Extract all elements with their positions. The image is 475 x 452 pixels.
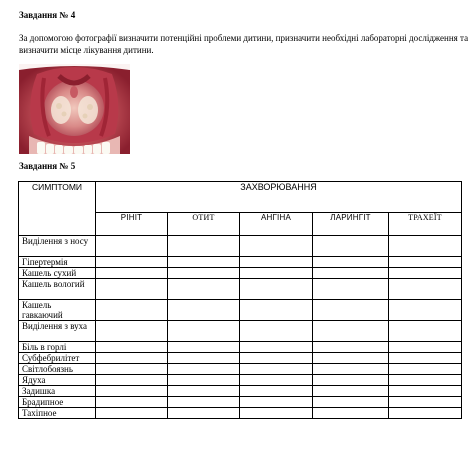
table-cell[interactable] bbox=[96, 268, 168, 279]
table-cell[interactable] bbox=[240, 257, 313, 268]
table-cell[interactable] bbox=[240, 321, 313, 342]
column-header-tracheitis: ТРАХЕЇТ bbox=[389, 213, 462, 236]
table-cell[interactable] bbox=[389, 268, 462, 279]
task4-title: Завдання № 4 bbox=[19, 10, 76, 20]
table-cell[interactable] bbox=[240, 408, 313, 419]
table-cell[interactable] bbox=[389, 397, 462, 408]
table-cell[interactable] bbox=[168, 397, 240, 408]
task4-text: За допомогою фотографії визначити потенційні проблеми дитини, призначити необхідні лабораторні дослідження та визначити місце лікування дитини. bbox=[19, 33, 469, 55]
diseases-header: ЗАХВОРЮВАННЯ bbox=[96, 182, 462, 213]
symptom-label: Брадипное bbox=[19, 397, 96, 408]
table-cell[interactable] bbox=[168, 257, 240, 268]
table-cell[interactable] bbox=[313, 375, 389, 386]
table-row bbox=[19, 321, 462, 342]
table-row bbox=[19, 353, 462, 364]
table-row bbox=[19, 268, 462, 279]
table-cell[interactable] bbox=[389, 386, 462, 397]
table-cell[interactable] bbox=[168, 342, 240, 353]
table-cell[interactable] bbox=[96, 364, 168, 375]
table-cell[interactable] bbox=[96, 300, 168, 321]
table-cell[interactable] bbox=[313, 279, 389, 300]
table-cell[interactable] bbox=[313, 321, 389, 342]
table-cell[interactable] bbox=[168, 300, 240, 321]
table-cell[interactable] bbox=[313, 300, 389, 321]
table-cell[interactable] bbox=[96, 397, 168, 408]
table-cell[interactable] bbox=[168, 321, 240, 342]
table-cell[interactable] bbox=[168, 386, 240, 397]
table-cell[interactable] bbox=[168, 408, 240, 419]
table-cell[interactable] bbox=[96, 386, 168, 397]
table-row bbox=[19, 236, 462, 257]
symptoms-table bbox=[18, 181, 462, 419]
symptom-label: Кашель гавкаючий bbox=[19, 300, 96, 321]
table-cell[interactable] bbox=[240, 375, 313, 386]
table-cell[interactable] bbox=[389, 375, 462, 386]
table-cell[interactable] bbox=[389, 236, 462, 257]
table-row bbox=[19, 386, 462, 397]
column-header-laryngitis: ЛАРИНГІТ bbox=[313, 213, 389, 236]
table-cell[interactable] bbox=[240, 397, 313, 408]
table-cell[interactable] bbox=[96, 408, 168, 419]
table-row bbox=[19, 342, 462, 353]
table-cell[interactable] bbox=[96, 236, 168, 257]
table-cell[interactable] bbox=[240, 300, 313, 321]
table-cell[interactable] bbox=[240, 268, 313, 279]
symptoms-header: СИМПТОМИ bbox=[19, 182, 96, 236]
table-cell[interactable] bbox=[313, 257, 389, 268]
symptom-label: Задишка bbox=[19, 386, 96, 397]
table-cell[interactable] bbox=[313, 353, 389, 364]
table-cell[interactable] bbox=[313, 386, 389, 397]
table-cell[interactable] bbox=[389, 279, 462, 300]
table-cell[interactable] bbox=[313, 342, 389, 353]
symptom-label: Світлобоязнь bbox=[19, 364, 96, 375]
table-cell[interactable] bbox=[389, 257, 462, 268]
table-cell[interactable] bbox=[313, 268, 389, 279]
table-cell[interactable] bbox=[96, 353, 168, 364]
table-row bbox=[19, 279, 462, 300]
table-cell[interactable] bbox=[168, 279, 240, 300]
task5-title: Завдання № 5 bbox=[19, 161, 76, 171]
table-header-row bbox=[19, 182, 462, 213]
table-cell[interactable] bbox=[389, 342, 462, 353]
table-cell[interactable] bbox=[96, 375, 168, 386]
table-cell[interactable] bbox=[240, 279, 313, 300]
table-row bbox=[19, 257, 462, 268]
table-cell[interactable] bbox=[240, 364, 313, 375]
table-cell[interactable] bbox=[313, 364, 389, 375]
table-cell[interactable] bbox=[168, 375, 240, 386]
table-cell[interactable] bbox=[168, 268, 240, 279]
symptom-label: Гіпертермія bbox=[19, 257, 96, 268]
symptom-label: Кашель сухий bbox=[19, 268, 96, 279]
symptom-label: Кашель вологий bbox=[19, 279, 96, 300]
table-cell[interactable] bbox=[389, 300, 462, 321]
table-cell[interactable] bbox=[389, 364, 462, 375]
column-header-otitis: ОТИТ bbox=[168, 213, 240, 236]
table-cell[interactable] bbox=[96, 257, 168, 268]
table-cell[interactable] bbox=[240, 386, 313, 397]
table-row bbox=[19, 375, 462, 386]
table-row bbox=[19, 408, 462, 419]
table-row bbox=[19, 364, 462, 375]
table-cell[interactable] bbox=[313, 236, 389, 257]
table-row bbox=[19, 397, 462, 408]
table-cell[interactable] bbox=[168, 236, 240, 257]
symptom-label: Виділення з вуха bbox=[19, 321, 96, 342]
symptom-label: Виділення з носу bbox=[19, 236, 96, 257]
table-cell[interactable] bbox=[389, 353, 462, 364]
table-cell[interactable] bbox=[313, 408, 389, 419]
table-cell[interactable] bbox=[389, 408, 462, 419]
throat-photo bbox=[19, 64, 130, 154]
table-cell[interactable] bbox=[96, 279, 168, 300]
table-cell[interactable] bbox=[240, 236, 313, 257]
table-cell[interactable] bbox=[389, 321, 462, 342]
column-header-angina: АНГІНА bbox=[240, 213, 313, 236]
symptom-label: Субфебрилітет bbox=[19, 353, 96, 364]
symptom-label: Тахіпное bbox=[19, 408, 96, 419]
table-cell[interactable] bbox=[313, 397, 389, 408]
table-cell[interactable] bbox=[240, 342, 313, 353]
table-cell[interactable] bbox=[96, 342, 168, 353]
table-cell[interactable] bbox=[240, 353, 313, 364]
table-row bbox=[19, 300, 462, 321]
symptom-label: Ядуха bbox=[19, 375, 96, 386]
table-cell[interactable] bbox=[96, 321, 168, 342]
column-header-rhinitis: РІНІТ bbox=[96, 213, 168, 236]
symptom-label: Біль в горлі bbox=[19, 342, 96, 353]
table-cell[interactable] bbox=[168, 364, 240, 375]
table-cell[interactable] bbox=[168, 353, 240, 364]
